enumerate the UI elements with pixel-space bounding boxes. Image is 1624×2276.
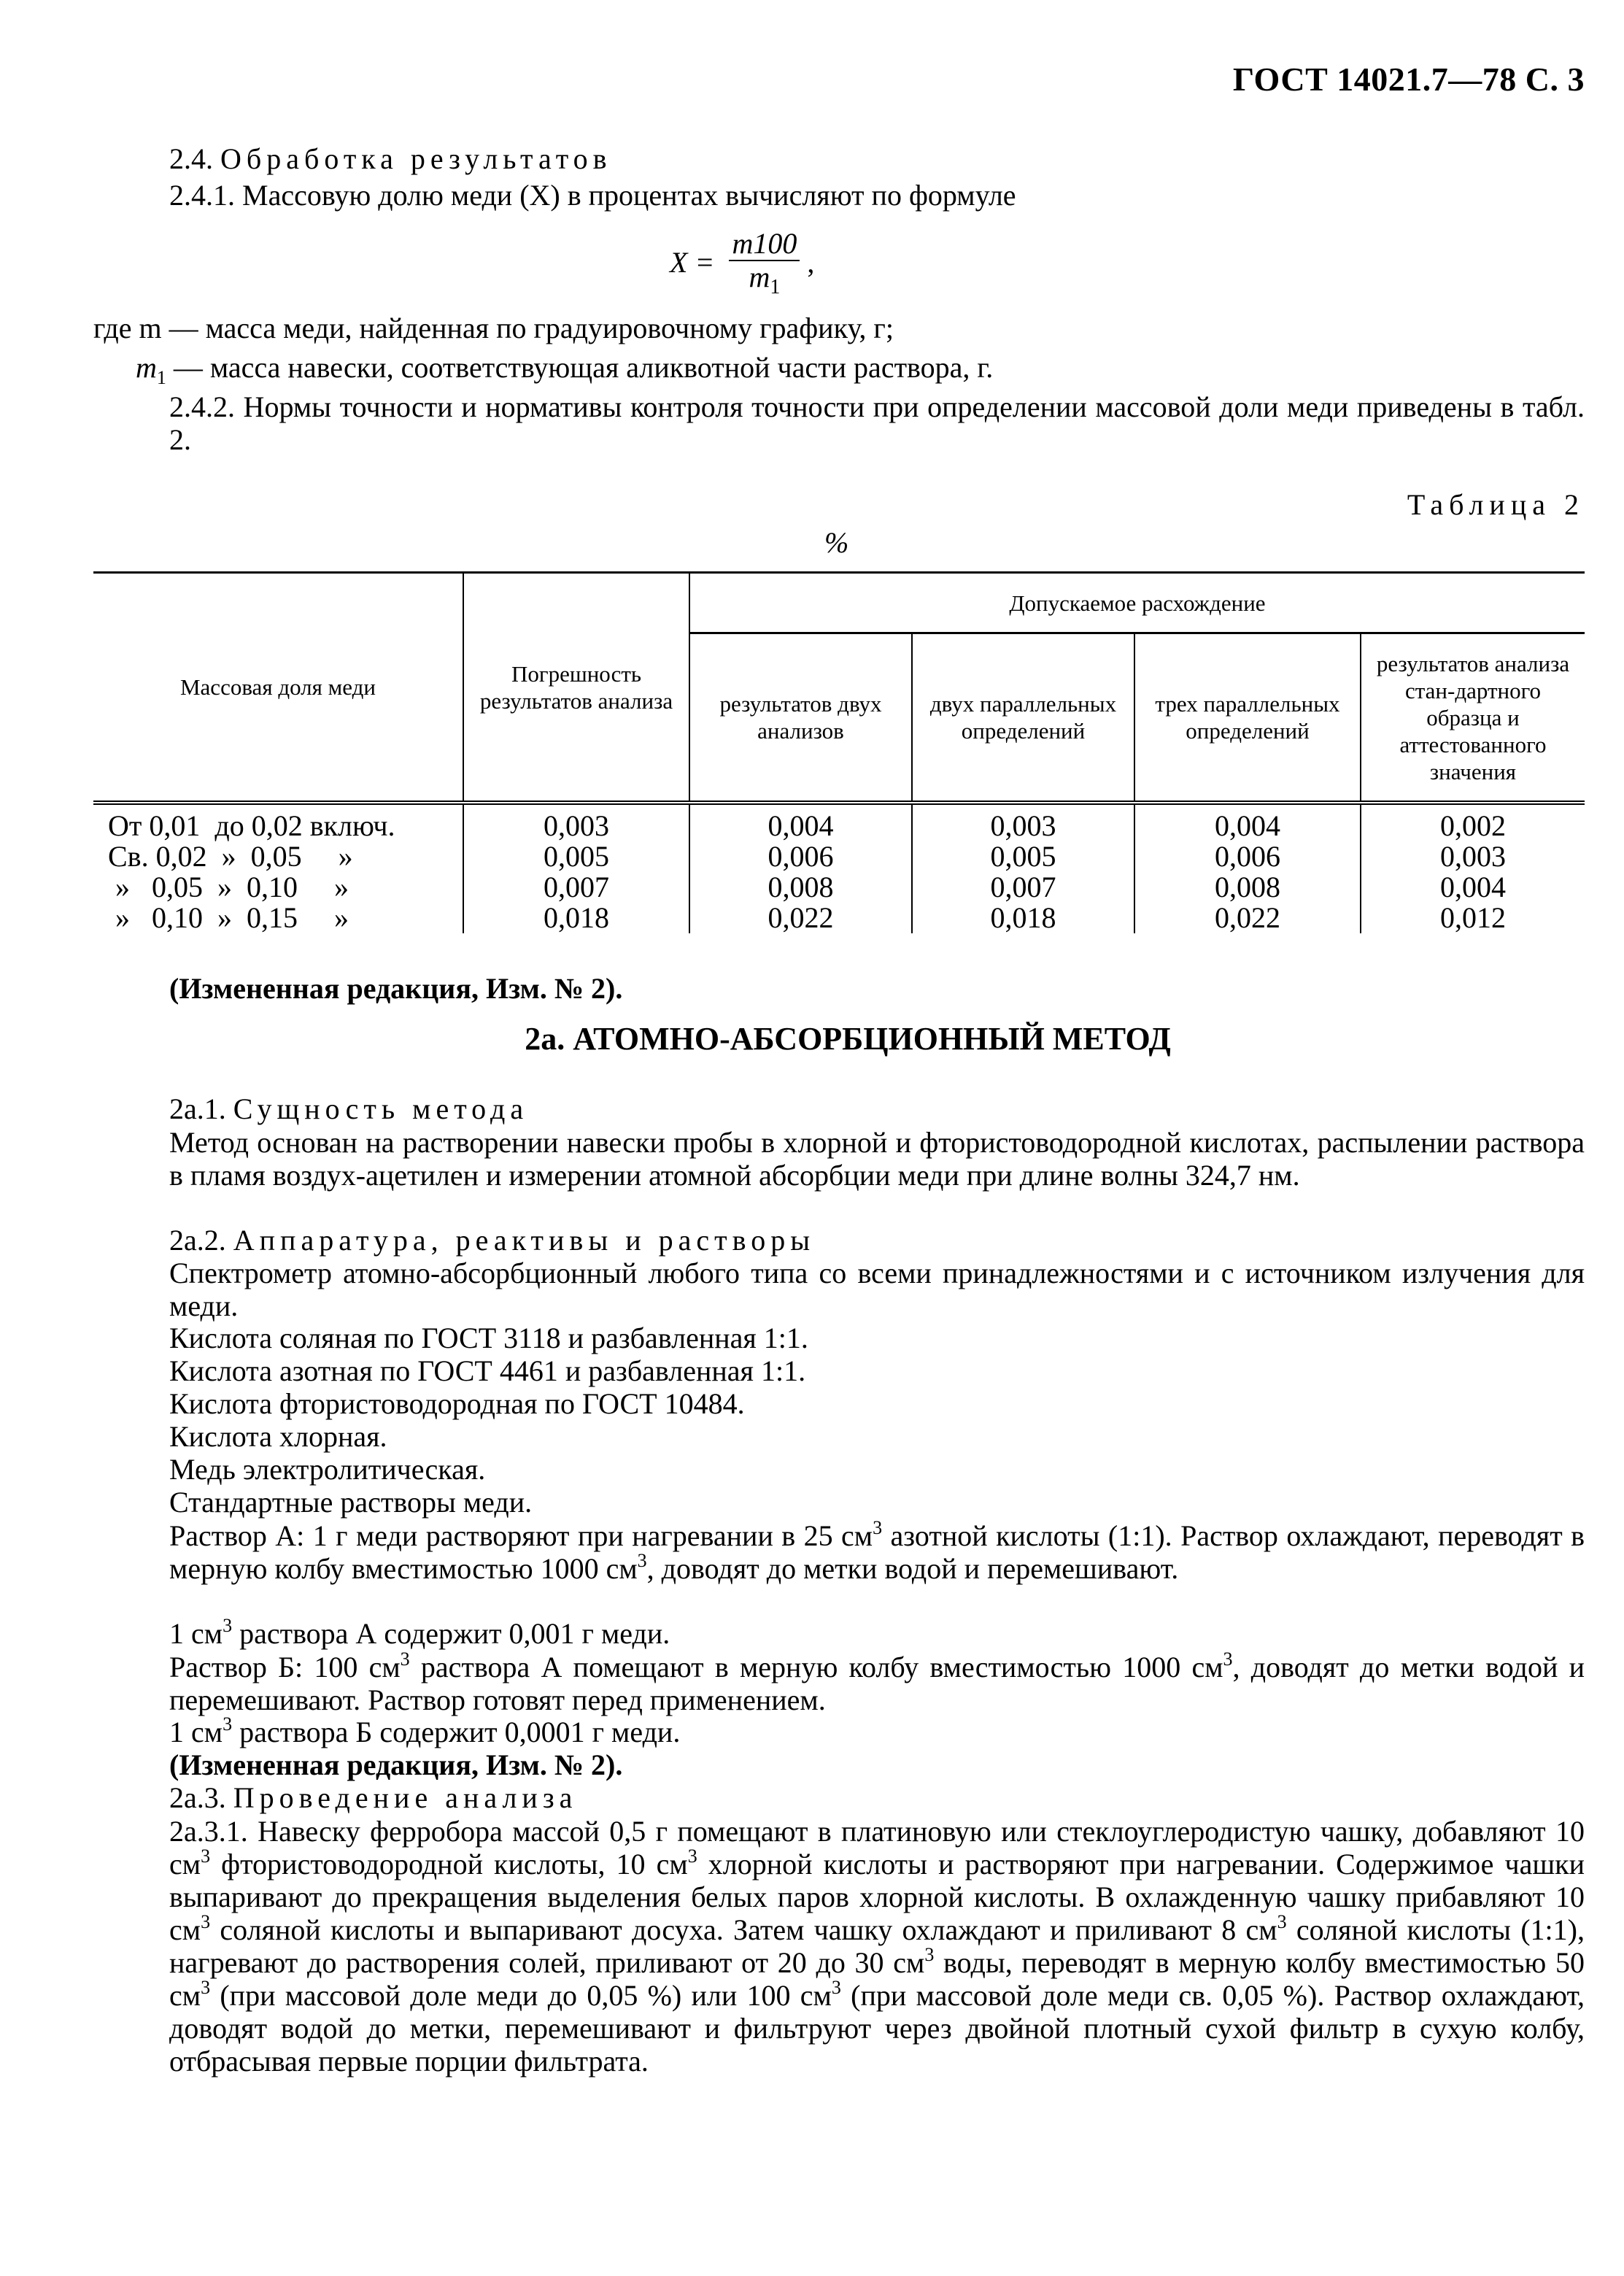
- table-row: [93, 872, 1585, 903]
- text-part: 1 см: [169, 1617, 223, 1650]
- superscript: 3: [400, 1648, 410, 1670]
- running-head: ГОСТ 14021.7—78 С. 3: [1232, 61, 1585, 98]
- solution-b-text: [93, 1648, 1585, 1716]
- cell-two-parallel: 0,007: [912, 872, 1134, 903]
- formula-denominator: [729, 261, 800, 304]
- text-part: соляной кислоты и выпаривают досуха. Затем чашку охлаждают и приливают 8 см: [210, 1913, 1277, 1946]
- section-number: 2а.2.: [169, 1224, 226, 1257]
- cell-three-parallel: 0,022: [1134, 903, 1361, 933]
- superscript: 3: [223, 1615, 233, 1636]
- cell-three-parallel: 0,008: [1134, 872, 1361, 903]
- section-2a-3-heading: [169, 1782, 577, 1814]
- text-part: Раствор Б: 100 см: [169, 1651, 401, 1683]
- formula-lhs: X =: [670, 246, 715, 279]
- text-part: (при массовой доле меди до 0,05 %) или 100 см: [210, 1979, 832, 2012]
- header-error: Погрешность результатов анализа: [463, 573, 689, 803]
- where-m1: [136, 352, 993, 394]
- cell-three-parallel: 0,006: [1134, 841, 1361, 872]
- table-row: [93, 803, 1585, 841]
- solution-b-concentration: [169, 1713, 681, 1748]
- denominator-sub: 1: [770, 276, 781, 298]
- amendment-note: (Измененная редакция, Изм. № 2).: [169, 972, 623, 1005]
- cell-standard: 0,003: [1361, 841, 1585, 872]
- paragraph-2a-3-1: [93, 1815, 1585, 2078]
- superscript: 3: [637, 1550, 647, 1571]
- cell-three-parallel: 0,004: [1134, 803, 1361, 841]
- text-part: фтористоводородной кислоты, 10 см: [210, 1848, 688, 1880]
- cell-range: » 0,05 » 0,10 »: [108, 871, 349, 903]
- amendment-note: (Измененная редакция, Изм. № 2).: [169, 1748, 623, 1781]
- section-number: 2а.3.: [169, 1781, 226, 1814]
- superscript: 3: [201, 1845, 211, 1867]
- table-row: [93, 903, 1585, 933]
- formula-trail: ,: [807, 246, 815, 279]
- denominator-var: m: [749, 261, 770, 293]
- superscript: 3: [873, 1517, 883, 1538]
- where-m: где m — масса меди, найденная по градуировочному графику, г;: [93, 312, 894, 344]
- cell-standard: 0,012: [1361, 903, 1585, 933]
- cell-two-parallel: 0,018: [912, 903, 1134, 933]
- reagent-item: Кислота фтористоводородная по ГОСТ 10484.: [169, 1387, 745, 1420]
- reagent-item: Кислота азотная по ГОСТ 4461 и разбавленная 1:1.: [169, 1354, 806, 1387]
- cell-standard: 0,002: [1361, 803, 1585, 841]
- section-title: Сущность метода: [233, 1092, 529, 1125]
- table-2: [93, 571, 1585, 933]
- cell-two-analyses: 0,004: [689, 803, 912, 841]
- table-row: [93, 841, 1585, 872]
- section-2a-title: 2а. АТОМНО-АБСОРБЦИОННЫЙ МЕТОД: [525, 1021, 1171, 1057]
- table-unit: %: [824, 526, 849, 559]
- section-title: Проведение анализа: [233, 1781, 578, 1814]
- text-part: 1 см: [169, 1716, 223, 1748]
- header-mass-fraction: Массовая доля меди: [93, 573, 463, 803]
- header-standard-sample: результатов анализа стан-дартного образца и аттестованного значения: [1361, 633, 1585, 803]
- reagent-item: Кислота соляная по ГОСТ 3118 и разбавленная 1:1.: [169, 1322, 808, 1354]
- section-2a-1-heading: [169, 1093, 528, 1125]
- text-part: азотной кислоты (1:1). Раствор охлаждают, переводят в мерную колбу вместимостью 1000 см: [169, 1519, 1585, 1585]
- cell-error: 0,007: [463, 872, 689, 903]
- text-part: , доводят до метки водой и перемешивают. Раствор готовят перед применением.: [169, 1651, 1585, 1716]
- section-title: Обработка результатов: [220, 142, 612, 175]
- table-label: Таблица 2: [1407, 488, 1585, 521]
- reagent-item: Стандартные растворы меди.: [169, 1486, 533, 1519]
- header-allowed-diff: Допускаемое расхождение: [689, 573, 1585, 633]
- header-three-parallel: трех параллельных определений: [1134, 633, 1361, 803]
- superscript: 3: [1223, 1648, 1233, 1670]
- text-part: хлорной кислоты и растворяют при нагревании. Содержимое чашки выпаривают до прекращения выделения белых паров хлорной кислоты. В охлажденную чашку прибавляют 10 см: [169, 1848, 1585, 1946]
- cell-error: 0,003: [463, 803, 689, 841]
- m1-var: m: [136, 351, 157, 384]
- reagent-item: Кислота хлорная.: [169, 1420, 387, 1453]
- cell-range: Св. 0,02 » 0,05 »: [108, 840, 353, 873]
- m1-text: — масса навески, соответствующая аликвотной части раствора, г.: [166, 351, 994, 384]
- cell-two-parallel: 0,003: [912, 803, 1134, 841]
- paragraph-2a-2: Спектрометр атомно-абсорбционный любого типа со всеми принадлежностями и с источником излучения для меди.: [169, 1257, 1585, 1322]
- reagent-item: Медь электролитическая.: [169, 1453, 486, 1486]
- cell-standard: 0,004: [1361, 872, 1585, 903]
- text-part: Раствор А: 1 г меди растворяют при нагревании в 25 см: [169, 1519, 873, 1552]
- solution-a-concentration: [169, 1615, 670, 1650]
- cell-two-analyses: 0,022: [689, 903, 912, 933]
- cell-two-parallel: 0,005: [912, 841, 1134, 872]
- header-two-analyses: результатов двух анализов: [689, 633, 912, 803]
- paragraph-2a-1: Метод основан на растворении навески пробы в хлорной и фтористоводородной кислотах, распылении раствора в пламя воздух-ацетилен и измерении атомной абсорбции меди при длине волны 324,7 нм.: [169, 1126, 1585, 1192]
- formula-numerator: m100: [729, 228, 800, 261]
- cell-range: » 0,10 » 0,15 »: [108, 901, 349, 934]
- superscript: 3: [924, 1944, 935, 1965]
- section-number: 2.4.: [169, 142, 213, 175]
- superscript: 3: [201, 1977, 211, 1998]
- cell-error: 0,005: [463, 841, 689, 872]
- superscript: 3: [223, 1713, 233, 1735]
- text-part: воды, переводят в мерную колбу вместимостью 50 см: [169, 1946, 1585, 2012]
- superscript: 3: [201, 1911, 211, 1932]
- superscript: 3: [831, 1977, 841, 1998]
- formula-fraction: [729, 228, 800, 304]
- header-two-parallel: двух параллельных определений: [912, 633, 1134, 803]
- text-part: 2а.3.1. Навеску ферробора массой 0,5 г помещают в платиновую или стеклоуглеродистую чашку, добавляют 10 см: [169, 1815, 1585, 1880]
- cell-error: 0,018: [463, 903, 689, 933]
- text-part: соляной кислоты (1:1), нагревают до растворения солей, приливают от 20 до 30 см: [169, 1913, 1585, 1979]
- section-2-4-heading: [169, 143, 612, 175]
- m1-sub: 1: [156, 367, 166, 388]
- text-part: раствора А содержит 0,001 г меди.: [232, 1617, 670, 1650]
- section-2a-2-heading: [169, 1224, 815, 1257]
- text-part: раствора Б содержит 0,0001 г меди.: [232, 1716, 681, 1748]
- cell-two-analyses: 0,008: [689, 872, 912, 903]
- text-part: раствора А помещают в мерную колбу вместимостью 1000 см: [409, 1651, 1223, 1683]
- text-part: (при массовой доле меди св. 0,05 %). Раствор охлаждают, доводят водой до метки, перемешивают и фильтруют через двойной плотный сухой фильтр в сухую колбу, отбрасывая первые порции фильтрата.: [169, 1979, 1585, 2078]
- superscript: 3: [687, 1845, 697, 1867]
- section-title: Аппаратура, реактивы и растворы: [233, 1224, 816, 1257]
- text-part: , доводят до метки водой и перемешивают.: [646, 1552, 1179, 1585]
- section-number: 2а.1.: [169, 1092, 226, 1125]
- cell-range: От 0,01 до 0,02 включ.: [108, 809, 395, 842]
- superscript: 3: [1277, 1911, 1287, 1932]
- solution-a-text: [93, 1519, 1585, 1585]
- formula: [670, 228, 814, 304]
- paragraph-2-4-1: 2.4.1. Массовую долю меди (X) в процентах вычисляют по формуле: [169, 179, 1016, 212]
- cell-two-analyses: 0,006: [689, 841, 912, 872]
- paragraph-2-4-2: 2.4.2. Нормы точности и нормативы контроля точности при определении массовой доли меди приведены в табл. 2.: [169, 390, 1585, 456]
